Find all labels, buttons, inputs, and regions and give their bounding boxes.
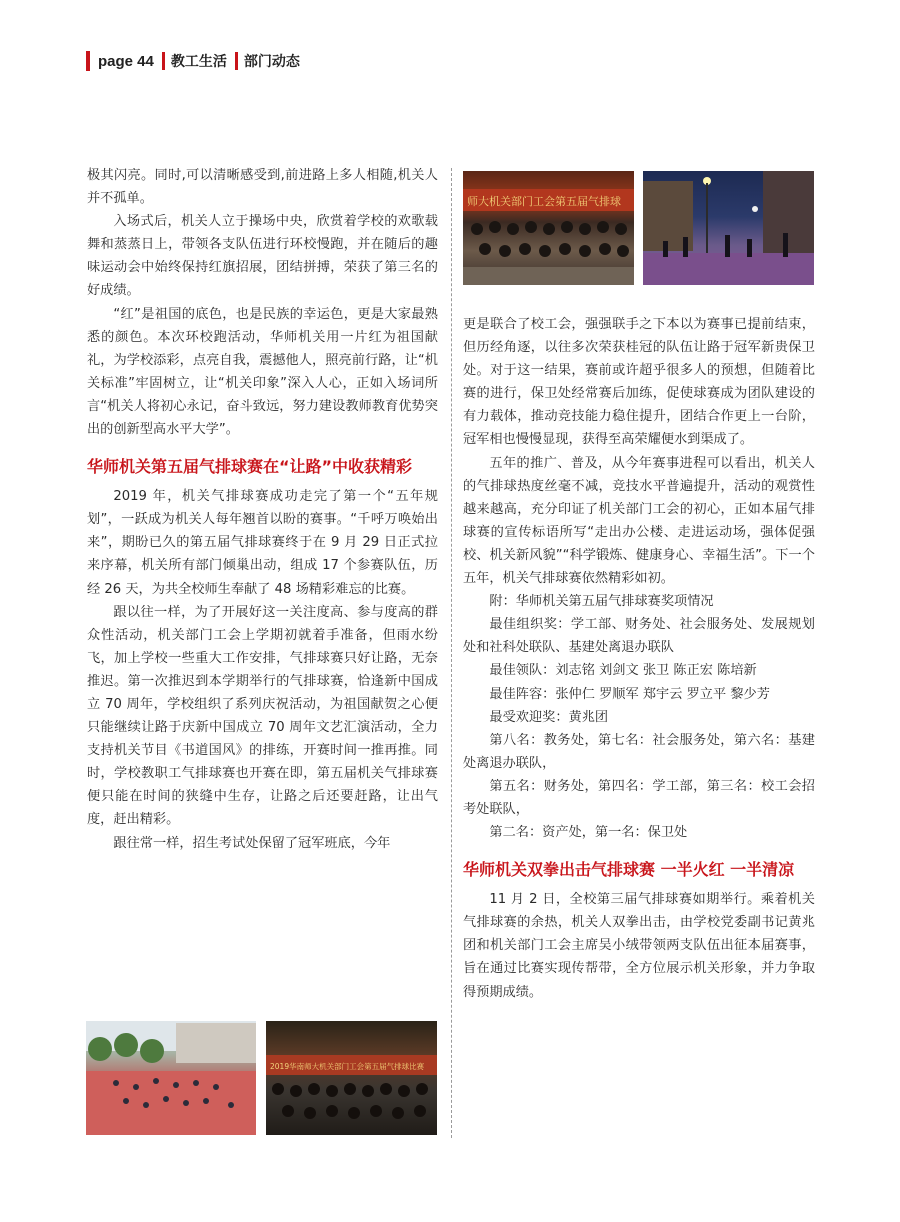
- people-group: [471, 221, 629, 257]
- column-divider: [451, 168, 452, 1138]
- awards-intro: 附：华师机关第五届气排球赛奖项情况: [489, 594, 714, 610]
- award-line: 最受欢迎奖：黄兆团: [489, 709, 609, 725]
- paragraph: 11 月 2 日，全校第三届气排球赛如期举行。乘着机关气排球赛的余热，机关人双拳出击，由学校党委副书记黄兆团和机关部门工会主席吴小绒带领两支队伍出征本届赛事，旨在通过比赛实现传帮带，全方位展示机关形象，并力争取得预期成绩。: [463, 892, 815, 1000]
- paragraph: 跟往常一样，招生考试处保留了冠军班底，今年: [113, 835, 391, 851]
- building: [763, 171, 814, 256]
- header-red-bar: [86, 51, 90, 71]
- banner-photo-svg: [266, 1021, 437, 1135]
- team-group-photo: [463, 171, 634, 285]
- magazine-name: 教工生活: [170, 54, 227, 70]
- award-line: 最佳组织奖：学工部、财务处、社会服务处、发展规划处和社科处联队、基建处离退办联队: [463, 617, 815, 656]
- header-separator: [235, 52, 238, 70]
- night-photo-svg: [643, 171, 814, 285]
- paragraph: 入场式后，机关人立于操场中央，欣赏着学校的欢歌载舞和蒸蒸日上，带领各支队伍进行环校慢跑，并在随后的趣味运动会中始终保持红旗招展，团结拼搏，荣获了第三名的好成绩。: [87, 214, 438, 299]
- award-line: 第八名：教务处，第七名：社会服务处，第六名：基建处离退办联队，: [463, 732, 815, 771]
- paragraph: 五年的推广、普及，从今年赛事进程可以看出，机关人的气排球热度丝毫不减，竞技水平普遍提升，活动的观赏性越来越高，充分印证了机关部门工会的初心，正如本届气排球赛的宣传标语所写“走出办公楼、走进运动场，强体促强校、机关新风貌”“科学锻炼、健康身心、幸福生活”。下一个五年，机关气排球赛依然精彩如初。: [463, 455, 815, 587]
- section-heading: 华师机关第五届气排球赛在“让路”中收获精彩: [87, 457, 413, 477]
- run-event-photo: [86, 1021, 256, 1135]
- paragraph: 跟以往一样，为了开展好这一关注度高、参与度高的群众性活动，机关部门工会上学期初就着手准备，但雨水纷飞，加上学校一些重大工作安排，气排球赛只好让路，无奈推迟。第一次推迟到本学期举行的气排球赛，恰逢新中国成立 70 周年，学校组织了系列庆祝活动，为祖国献贺之心便只能继续让路于庆新中国成立 70 周年文艺汇演活动，全力支持机关节目《书道国风》的排练，开赛时间一推再推。同时，学校教职工气排球赛也开赛在即，第五届机关气排球赛便只能在时间的狭缝中生存，让路之后还要赶路，让出气度，赶出精彩。: [87, 604, 438, 828]
- building: [176, 1023, 256, 1063]
- paragraph: 极其闪亮。同时,可以清晰感受到,前进路上多人相随,机关人并不孤单。: [87, 168, 438, 207]
- award-line: 第二名：资产处，第一名：保卫处: [489, 825, 688, 841]
- team-photo-svg: [463, 171, 634, 285]
- night-match-photo: [643, 171, 814, 285]
- award-line: 最佳领队：刘志铭 刘剑文 张卫 陈正宏 陈培新: [489, 663, 757, 679]
- header-separator: [162, 52, 165, 70]
- banner-text: 2019华南师大机关部门工会第五届气排球比赛: [270, 1062, 425, 1071]
- ground: [463, 267, 634, 285]
- ball: [752, 206, 758, 212]
- paragraph: 更是联合了校工会，强强联手之下本以为赛事已提前结束，但历经角逐，以往多次荣获桂冠的队伍让路于冠军新贵保卫处。对于这一结果，赛前或许超乎很多人的预想，但随着比赛的进行，保卫处经常赛后加练，促使球赛成为团队建设的有力载体，推动竞技能力稳住提升，团结合作更上一台阶，冠军相也慢慢显现，获得至高荣耀便水到渠成了。: [463, 317, 815, 448]
- award-line: 第五名：财务处，第四名：学工部，第三名：校工会招考处联队，: [463, 778, 815, 817]
- run-photo-svg: [86, 1021, 256, 1135]
- page-header: [86, 50, 300, 72]
- people-group: [272, 1083, 428, 1119]
- paragraph: 2019 年，机关气排球赛成功走完了第一个“五年规划”，一跃成为机关人每年翘首以盼的赛事。“千呼万唤始出来”，期盼已久的第五届气排球赛终于在 9 月 29 日正式拉来序幕，机关所有部门倾巢出动，组成 17 个参赛队伍，历经 26 天，为共全校师生奉献了 48 场精彩难忘的比赛。: [87, 489, 438, 597]
- section-heading: 华师机关双拳出击气排球赛 一半火红 一半清凉: [463, 860, 795, 880]
- court: [643, 253, 814, 285]
- page-number: page 44: [98, 52, 154, 70]
- banner-text: 师大机关部门工会第五届气排球: [467, 195, 621, 208]
- right-column: [463, 313, 815, 1004]
- team-banner-photo: [266, 1021, 437, 1135]
- left-column: [87, 164, 438, 855]
- paragraph: “红”是祖国的底色，也是民族的幸运色，更是大家最熟悉的颜色。本次环校跑活动，华师机关用一片红为祖国献礼，为学校添彩，点亮自我，震撼他人，照亮前行路，让“机关标准”牢固树立，让“机关印象”深入人心，正如入场词所言“机关人将初心永记，奋斗致远，努力建设教师教育优势突出的创新型高水平大学”。: [87, 306, 438, 438]
- section-name: 部门动态: [243, 54, 300, 70]
- award-line: 最佳阵容：张仲仁 罗顺军 郑宇云 罗立平 黎少芳: [489, 686, 770, 702]
